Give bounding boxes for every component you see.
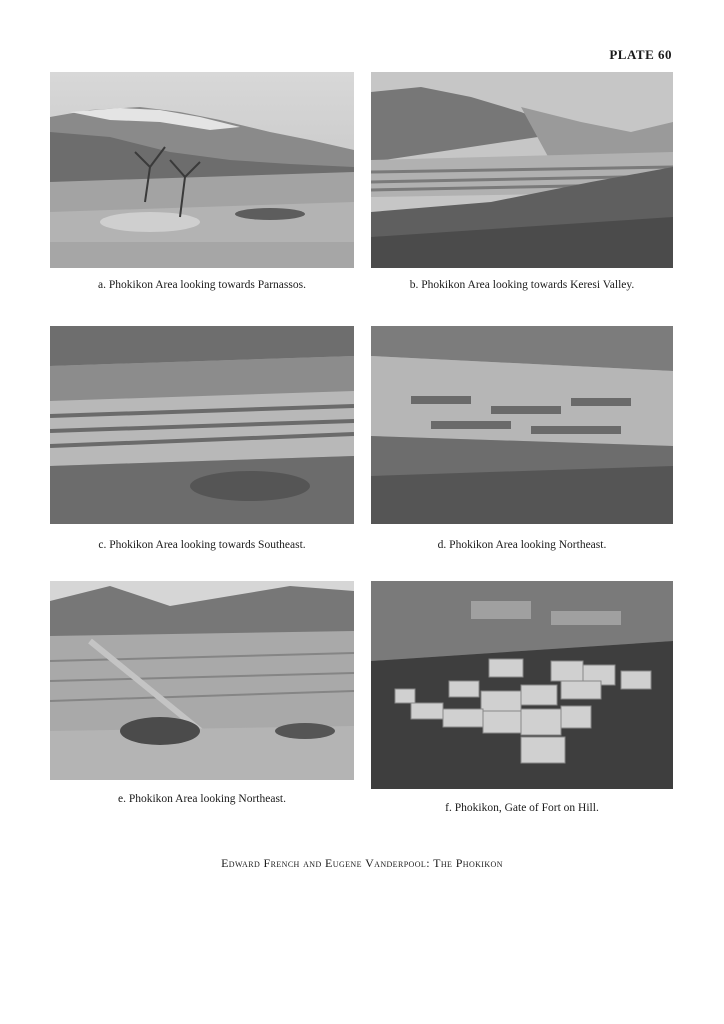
caption-e: e. Phokikon Area looking Northeast. — [117, 793, 286, 805]
photo-d-northeast — [371, 326, 673, 524]
photo-a-parnassos — [50, 72, 354, 268]
photo-e-northeast — [50, 581, 354, 780]
author-credit: Edward French and Eugene Vanderpool: The Phokikon — [221, 856, 503, 870]
plate-number: PLATE 60 — [609, 47, 672, 62]
photo-f-gate-of-fort — [371, 581, 673, 789]
caption-c: c. Phokikon Area looking towards Southeast. — [98, 539, 306, 551]
caption-b: b. Phokikon Area looking towards Keresi Valley. — [409, 279, 635, 291]
photo-c-southeast — [50, 326, 354, 524]
caption-a: a. Phokikon Area looking towards Parnassos. — [98, 279, 306, 291]
photo-b-keresi-valley — [371, 72, 673, 268]
caption-d: d. Phokikon Area looking Northeast. — [437, 539, 607, 551]
caption-f: f. Phokikon, Gate of Fort on Hill. — [445, 802, 599, 814]
